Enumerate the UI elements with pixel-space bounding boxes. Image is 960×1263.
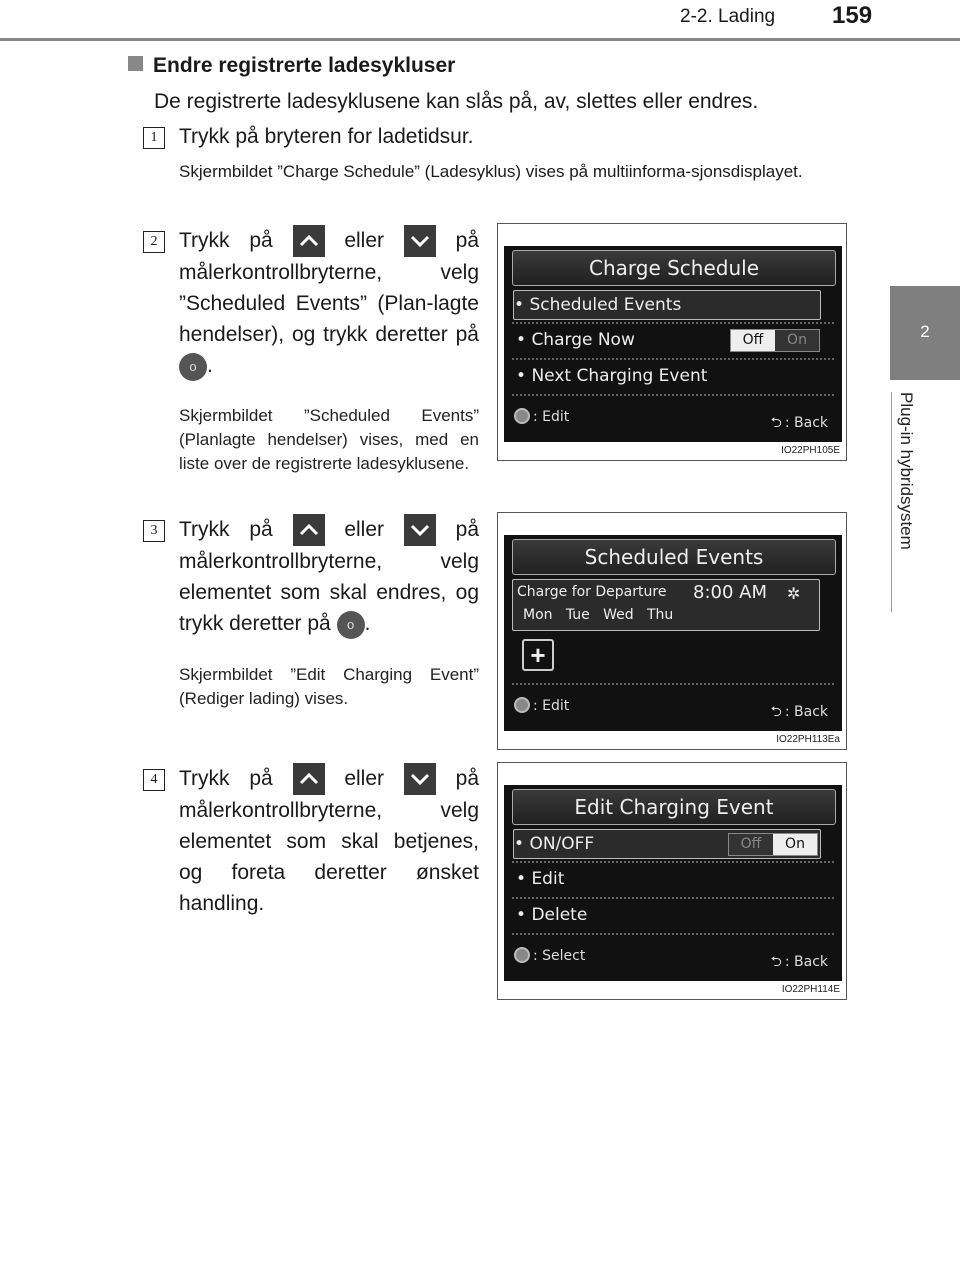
back-hint — [771, 951, 828, 975]
menu-item-label: Edit — [531, 869, 565, 889]
back-hint — [771, 701, 828, 725]
dial-icon — [514, 697, 530, 713]
heading-text: Endre registrerte ladesykluser — [153, 54, 456, 77]
chapter-tab-label — [892, 392, 922, 582]
toggle-on[interactable]: On — [775, 330, 819, 351]
step-4-text — [179, 763, 479, 919]
heading-bullet-icon — [128, 56, 143, 71]
step-4-part-c: på målerkontrollbryterne, velg elementet som skal betjenes, og foreta deretter ønsket handling. — [179, 767, 479, 916]
step-2-note: Skjermbildet ”Scheduled Events” (Planlagte hendelser) vises, med en liste over de registrerte ladesyklusene. — [179, 406, 479, 473]
display-screen — [504, 535, 842, 731]
climate-fan-icon: ✲ — [787, 584, 801, 603]
figure-caption: IO22PH113Ea — [776, 734, 840, 745]
dotted-divider — [512, 897, 834, 899]
screen-figure-edit-charging-event — [497, 762, 847, 1000]
step-4-part-b: eller — [344, 767, 385, 790]
step-4-part-a: Trykk på — [179, 767, 273, 790]
step-3-part-a: Trykk på — [179, 518, 273, 541]
screen-title: Charge Schedule — [512, 250, 836, 286]
bullet-icon: • — [516, 366, 527, 386]
edit-hint-label: : Edit — [533, 698, 570, 714]
up-arrow-button-icon — [293, 225, 325, 257]
scheduled-event-item[interactable] — [512, 579, 820, 631]
dotted-divider — [512, 683, 834, 685]
down-arrow-button-icon — [404, 514, 436, 546]
step-number-4: 4 — [143, 769, 165, 791]
bullet-icon: • — [516, 869, 527, 889]
step-number-3: 3 — [143, 520, 165, 542]
menu-item-next-charging-event[interactable] — [516, 362, 832, 390]
event-time: 8:00 AM — [693, 582, 767, 603]
back-hint — [771, 412, 828, 436]
add-event-icon[interactable]: + — [522, 639, 554, 671]
step-2-text — [179, 225, 479, 381]
menu-item-label: Delete — [531, 905, 588, 925]
dotted-divider — [512, 933, 834, 935]
on-off-toggle[interactable] — [728, 833, 818, 856]
screen-figure-charge-schedule — [497, 223, 847, 461]
back-arrow-icon: ⮌ — [770, 415, 782, 431]
back-hint-label: : Back — [784, 954, 828, 970]
back-hint-label: : Back — [784, 704, 828, 720]
event-days: Mon Tue Wed Thu — [523, 607, 674, 623]
menu-item-edit[interactable] — [516, 865, 832, 893]
select-hint — [514, 947, 585, 964]
figure-caption: IO22PH105E — [781, 445, 840, 456]
down-arrow-button-icon — [404, 225, 436, 257]
screen-title: Edit Charging Event — [512, 789, 836, 825]
header-divider — [0, 38, 960, 41]
section-heading — [128, 54, 455, 78]
chapter-label-text: Plug-in hybridsystem — [897, 392, 916, 550]
menu-item-label: ON/OFF — [529, 834, 595, 854]
toggle-off[interactable]: Off — [731, 330, 775, 351]
step-2-part-b: eller — [344, 229, 385, 252]
bullet-icon: • — [516, 905, 527, 925]
up-arrow-button-icon — [293, 514, 325, 546]
page-number: 159 — [832, 2, 873, 29]
toggle-on[interactable]: On — [773, 834, 817, 855]
menu-item-scheduled-events[interactable] — [513, 290, 821, 320]
menu-item-on-off[interactable] — [513, 829, 821, 859]
event-name: Charge for Departure — [517, 584, 667, 600]
toggle-off[interactable]: Off — [729, 834, 773, 855]
back-hint-label: : Back — [784, 415, 828, 431]
intro-text: De registrerte ladesyklusene kan slås på, av, slettes eller endres. — [154, 90, 759, 113]
dial-icon — [514, 947, 530, 963]
step-2-part-a: Trykk på — [179, 229, 273, 252]
dotted-divider — [512, 358, 834, 360]
ok-button-icon: o — [337, 611, 365, 639]
screen-title: Scheduled Events — [512, 539, 836, 575]
edit-hint — [514, 408, 569, 425]
back-arrow-icon: ⮌ — [770, 704, 782, 720]
step-2-part-c: på målerkontrollbryterne, velg ”Scheduled Events” (Plan-lagte hendelser), og trykk deretter på — [179, 229, 479, 347]
step-3-part-c: på målerkontrollbryterne, velg elementet som skal endres, og trykk deretter på — [179, 518, 479, 636]
ok-button-icon: o — [179, 353, 207, 381]
display-screen — [504, 785, 842, 981]
chapter-number: 2 — [920, 322, 930, 341]
menu-item-charge-now[interactable] — [516, 326, 832, 354]
edit-hint-label: : Edit — [533, 409, 570, 425]
step-1-note: Skjermbildet ”Charge Schedule” (Ladesyklus) vises på multiinforma-sjonsdisplayet. — [179, 162, 803, 181]
bullet-icon: • — [514, 834, 525, 854]
menu-item-label: Next Charging Event — [531, 366, 708, 386]
up-arrow-button-icon — [293, 763, 325, 795]
step-3-part-d: . — [364, 612, 371, 636]
bullet-icon: • — [516, 330, 527, 350]
menu-item-label: Charge Now — [531, 330, 635, 350]
back-arrow-icon: ⮌ — [770, 954, 782, 970]
dotted-divider — [512, 394, 834, 396]
menu-item-delete[interactable] — [516, 901, 832, 929]
dotted-divider — [512, 322, 834, 324]
display-screen — [504, 246, 842, 442]
figure-caption: IO22PH114E — [781, 984, 840, 995]
chapter-tab — [890, 286, 960, 380]
step-3-text — [179, 514, 479, 639]
bullet-icon: • — [514, 295, 525, 315]
dotted-divider — [512, 861, 834, 863]
dial-icon — [514, 408, 530, 424]
step-2-part-d: . — [207, 354, 213, 378]
charge-now-toggle[interactable] — [730, 329, 820, 352]
screen-figure-scheduled-events — [497, 512, 847, 750]
step-3-note: Skjermbildet ”Edit Charging Event” (Rediger lading) vises. — [179, 665, 479, 708]
select-hint-label: : Select — [533, 948, 586, 964]
edit-hint — [514, 697, 569, 714]
step-number-2: 2 — [143, 231, 165, 253]
step-number-1: 1 — [143, 127, 165, 149]
menu-item-label: Scheduled Events — [529, 295, 682, 315]
section-title: 2-2. Lading — [680, 6, 776, 27]
step-3-part-b: eller — [344, 518, 385, 541]
down-arrow-button-icon — [404, 763, 436, 795]
step-1-text: Trykk på bryteren for ladetidsur. — [179, 125, 474, 148]
